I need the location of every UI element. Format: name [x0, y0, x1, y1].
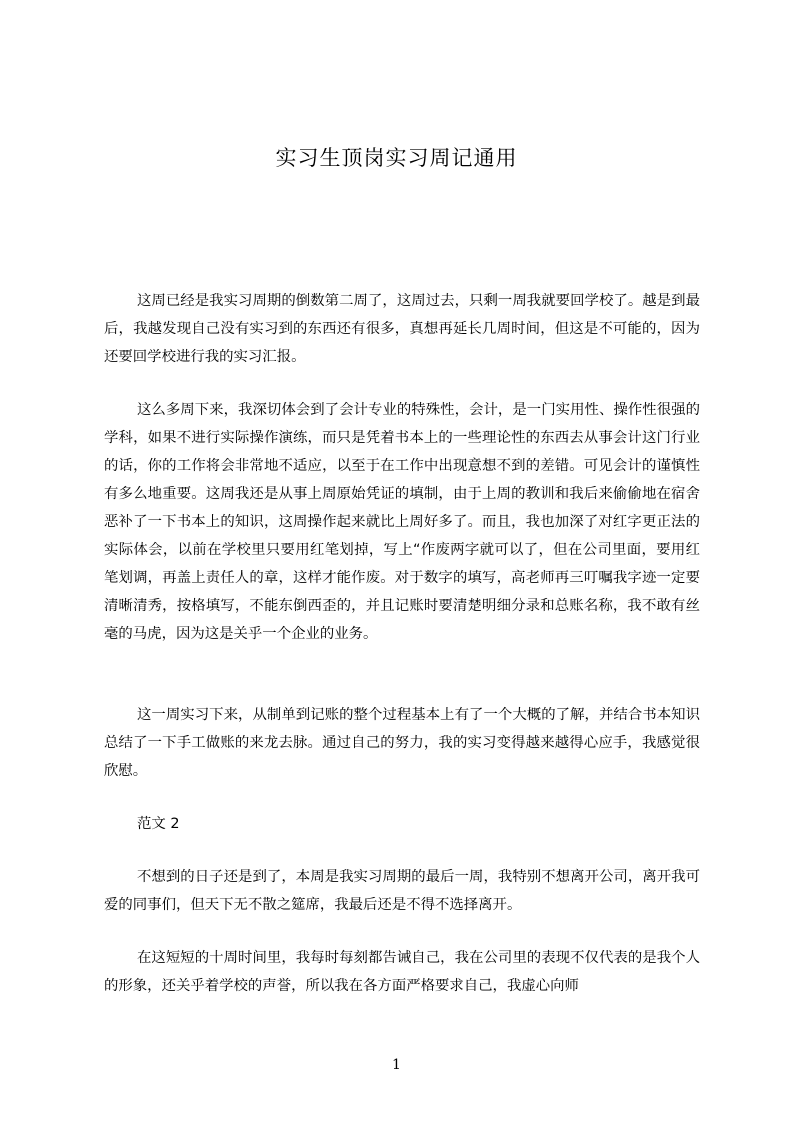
paragraph-2: 这么多周下来，我深切体会到了会计专业的特殊性，会计，是一门实用性、操作性很强的学科，如果不进行实际操作演练，而只是凭着书本上的一些理论性的东西去从事会计这门行业的话，你的工作将会非常地不适应，以至于在工作中出现意想不到的差错。可见会计的谨慎性有多么地重要。这周我还是从事上周原始凭证的填制，由于上周的教训和我后来偷偷地在宿舍恶补了一下书本上的知识，这周操作起来就比上周好多了。而且，我也加深了对红字更正法的实际体会，以前在学校里只要用红笔划掉，写上“作废两字就可以了，但在公司里面，要用红笔划调，再盖上责任人的章，这样才能作废。对于数字的填写，高老师再三叮嘱我字迹一定要清晰清秀，按格填写，不能东倒西歪的，并且记账时要清楚明细分录和总账名称，我不敢有丝毫的马虎，因为这是关乎一个企业的业务。 [104, 402, 700, 642]
paragraph-3: 这一周实习下来，从制单到记账的整个过程基本上有了一个大概的了解，并结合书本知识总结了一下手工做账的来龙去脉。通过自己的努力，我的实习变得越来越得心应手，我感觉很欣慰。 [104, 707, 700, 779]
paragraph-4: 不想到的日子还是到了，本周是我实习周期的最后一周，我特别不想离开公司，离开我可爱的同事们，但天下无不散之筵席，我最后还是不得不选择离开。 [104, 869, 700, 913]
page-number: 1 [392, 1057, 401, 1073]
section-heading-fanwen-2: 范文 2 [137, 816, 180, 832]
paragraph-1: 这周已经是我实习周期的倒数第二周了，这周过去，只剩一周我就要回学校了。越是到最后，我越发现自己没有实习到的东西还有很多，真想再延长几周时间，但这是不可能的，因为还要回学校进行我的实习汇报。 [104, 293, 700, 365]
document-title: 实习生顶岗实习周记通用 [275, 146, 518, 170]
document-body [104, 287, 700, 1000]
paragraph-5: 在这短短的十周时间里，我每时每刻都告诫自己，我在公司里的表现不仅代表的是我个人的形象，还关乎着学校的声誉，所以我在各方面严格要求自己，我虚心向师 [104, 950, 700, 994]
